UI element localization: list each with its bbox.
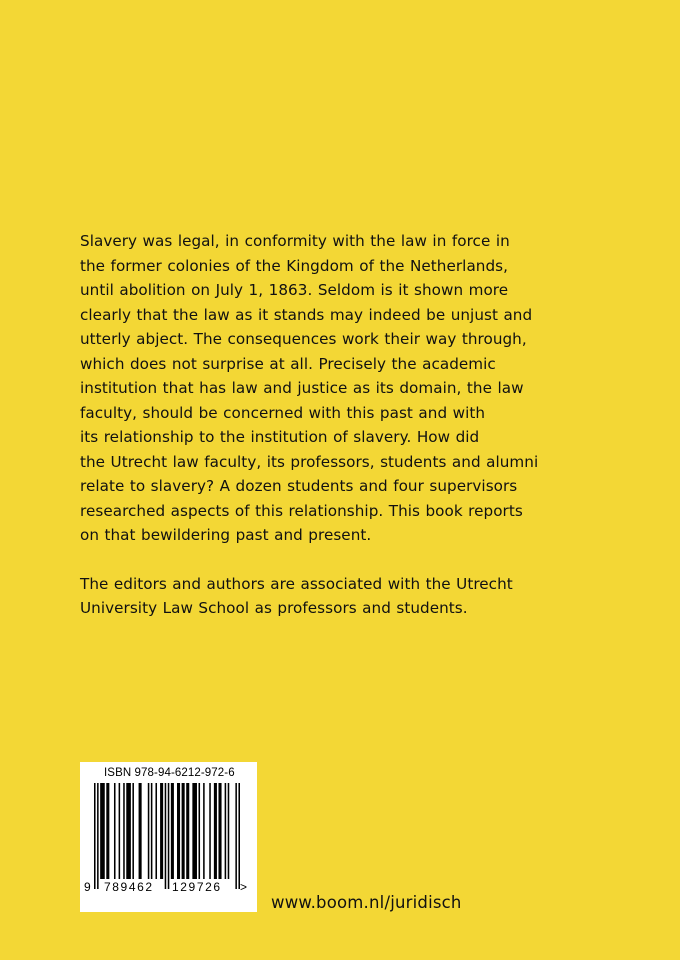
blurb-paragraph-1	[80, 229, 560, 548]
barcode-bar	[209, 783, 211, 879]
barcode-bar	[151, 783, 153, 879]
blurb-line: University Law School as professors and students.	[80, 599, 468, 617]
barcode-bar	[218, 783, 221, 879]
barcode-bar	[228, 783, 230, 879]
barcode-guard-bar	[165, 783, 167, 889]
barcode-lead-digit: 9	[84, 880, 91, 894]
barcode-bar	[186, 783, 189, 879]
barcode-bar	[182, 783, 185, 879]
barcode-bar	[199, 783, 201, 879]
blurb-line: The editors and authors are associated with the Utrecht	[80, 574, 513, 593]
isbn-label: ISBN 978-94-6212-972-6	[104, 767, 235, 779]
barcode-guard-bar	[97, 783, 99, 889]
barcode-bar	[155, 783, 157, 879]
barcode-left-digits: 789462	[104, 880, 154, 894]
blurb-line: relate to slavery? A dozen students and four supervisors	[80, 477, 518, 495]
blurb-line: the former colonies of the Kingdom of the Netherlands,	[80, 256, 509, 275]
blurb-line: until abolition on July 1, 1863. Seldom is it shown more	[80, 281, 509, 299]
barcode-bar	[119, 783, 121, 879]
barcode-bar	[160, 783, 163, 879]
blurb-line: on that bewildering past and present.	[80, 526, 372, 544]
barcode-guard-bar	[238, 783, 240, 889]
barcode-bar	[177, 783, 180, 879]
blurb-line: researched aspects of this relationship. This book reports	[80, 501, 523, 520]
barcode-bar	[114, 783, 116, 879]
barcode-quiet-zone-mark: >	[240, 880, 248, 894]
blurb-line: Slavery was legal, in conformity with the law in force in	[80, 232, 510, 250]
isbn-barcode	[80, 762, 257, 912]
barcode-bar	[123, 783, 125, 879]
barcode-guard-bar	[94, 783, 96, 889]
barcode-bar	[203, 783, 205, 879]
barcode-bar	[225, 783, 227, 879]
blurb-line: institution that has law and justice as its domain, the law	[80, 379, 524, 397]
back-cover-blurb	[80, 229, 560, 621]
barcode-right-digits: 129726	[172, 880, 222, 894]
blurb-paragraph-2	[80, 572, 560, 621]
barcode-bar	[148, 783, 150, 879]
barcode-bar	[139, 783, 142, 879]
publisher-url: www.boom.nl/juridisch	[271, 893, 462, 912]
barcode-bar	[106, 783, 109, 879]
barcode-guard-bar	[235, 783, 237, 889]
barcode-bar	[100, 783, 105, 879]
blurb-line: its relationship to the institution of slavery. How did	[80, 428, 480, 446]
barcode-bar	[132, 783, 134, 879]
blurb-line: utterly abject. The consequences work their way through,	[80, 330, 527, 348]
barcode-bar	[126, 783, 131, 879]
barcode-bar	[192, 783, 197, 879]
blurb-line: clearly that the law as it stands may indeed be unjust and	[80, 305, 533, 324]
blurb-line: which does not surprise at all. Precisely the academic	[80, 354, 496, 373]
blurb-line: the Utrecht law faculty, its professors, students and alumni	[80, 452, 539, 471]
barcode-bar	[214, 783, 217, 879]
blurb-line: faculty, should be concerned with this past and with	[80, 403, 486, 422]
barcode-guard-bar	[168, 783, 170, 889]
barcode-bar	[171, 783, 174, 879]
barcode-bars	[94, 783, 240, 889]
